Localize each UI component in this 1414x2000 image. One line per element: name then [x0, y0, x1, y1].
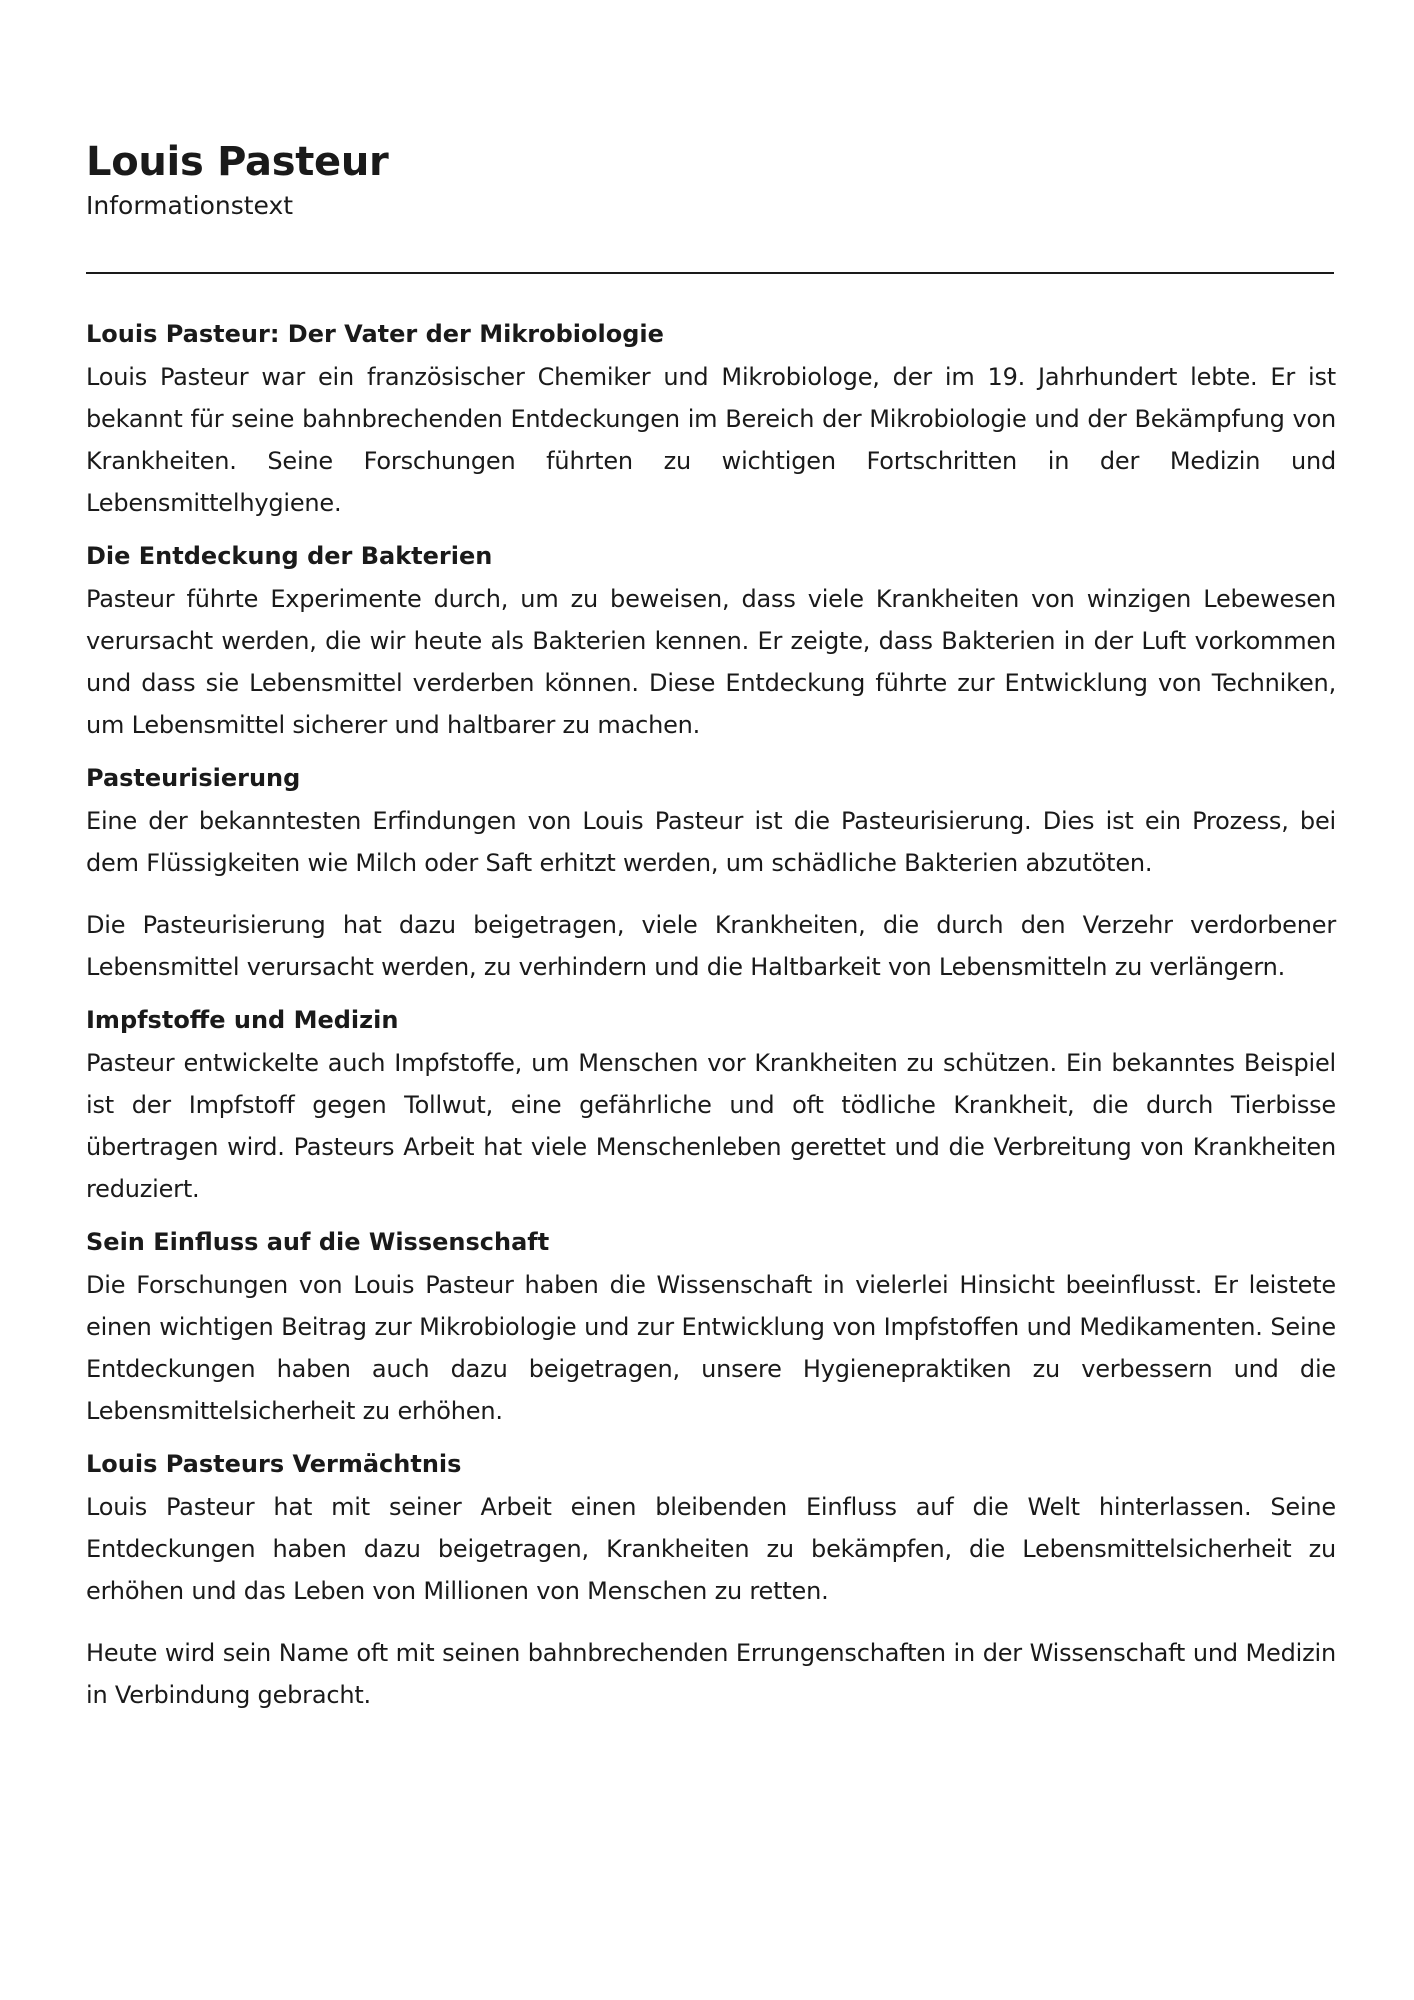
- paragraph: Louis Pasteur war ein französischer Chemiker und Mikrobiologe, der im 19. Jahrhundert lebte. Er ist bekannt für seine bahnbrechenden Entdeckungen im Bereich der Mikrobiologie und der Bekämpfung von Krankheiten. Seine Forschungen führten zu wichtigen Fortschritten in der Medizin und Lebensmittelhygiene.: [86, 363, 1336, 517]
- section-entdeckung-der-bakterien: [86, 540, 1336, 746]
- document-body: [86, 318, 1336, 1732]
- paragraph: Pasteur entwickelte auch Impfstoffe, um Menschen vor Krankheiten zu schützen. Ein bekanntes Beispiel ist der Impfstoff gegen Tollwut, eine gefährliche und oft tödliche Krankheit, die durch Tierbisse übertragen wird. Pasteurs Arbeit hat viele Menschenleben gerettet und die Verbreitung von Krankheiten reduziert.: [86, 1049, 1336, 1203]
- paragraph: Pasteur führte Experimente durch, um zu beweisen, dass viele Krankheiten von winzigen Lebewesen verursacht werden, die wir heute als Bakterien kennen. Er zeigte, dass Bakterien in der Luft vorkommen und dass sie Lebensmittel verderben können. Diese Entdeckung führte zur Entwicklung von Techniken, um Lebensmittel sicherer und haltbarer zu machen.: [86, 585, 1336, 739]
- paragraph: Eine der bekanntesten Erfindungen von Louis Pasteur ist die Pasteurisierung. Dies ist ein Prozess, bei dem Flüssigkeiten wie Milch oder Saft erhitzt werden, um schädliche Bakterien abzutöten.: [86, 807, 1336, 877]
- section-pasteurisierung: [86, 762, 1336, 988]
- section-heading: Impfstoffe und Medizin: [86, 1006, 399, 1034]
- section-heading: Sein Einfluss auf die Wissenschaft: [86, 1228, 550, 1256]
- section-einfluss-auf-die-wissenschaft: [86, 1226, 1336, 1432]
- section-heading: Louis Pasteurs Vermächtnis: [86, 1450, 462, 1478]
- paragraph: Die Forschungen von Louis Pasteur haben die Wissenschaft in vielerlei Hinsicht beeinflusst. Er leistete einen wichtigen Beitrag zur Mikrobiologie und zur Entwicklung von Impfstoffen und Medikamenten. Seine Entdeckungen haben auch dazu beigetragen, unsere Hygienepraktiken zu verbessern und die Lebensmittelsicherheit zu erhöhen.: [86, 1271, 1336, 1425]
- section-heading: Louis Pasteur: Der Vater der Mikrobiologie: [86, 320, 664, 348]
- section-impfstoffe-und-medizin: [86, 1004, 1336, 1210]
- section-heading: Pasteurisierung: [86, 764, 301, 792]
- document-title: Louis Pasteur: [86, 139, 389, 185]
- paragraph: Heute wird sein Name oft mit seinen bahnbrechenden Errungenschaften in der Wissenschaft und Medizin in Verbindung gebracht.: [86, 1639, 1336, 1709]
- header-divider: [86, 272, 1334, 274]
- document-subtitle: Informationstext: [86, 191, 294, 220]
- section-heading: Die Entdeckung der Bakterien: [86, 542, 493, 570]
- paragraph: Louis Pasteur hat mit seiner Arbeit einen bleibenden Einfluss auf die Welt hinterlassen. Seine Entdeckungen haben dazu beigetragen, Krankheiten zu bekämpfen, die Lebensmittelsicherheit zu erhöhen und das Leben von Millionen von Menschen zu retten.: [86, 1493, 1336, 1605]
- section-vater-der-mikrobiologie: [86, 318, 1336, 524]
- section-vermaechtnis: [86, 1448, 1336, 1716]
- paragraph: Die Pasteurisierung hat dazu beigetragen, viele Krankheiten, die durch den Verzehr verdorbener Lebensmittel verursacht werden, zu verhindern und die Haltbarkeit von Lebensmitteln zu verlängern.: [86, 911, 1336, 981]
